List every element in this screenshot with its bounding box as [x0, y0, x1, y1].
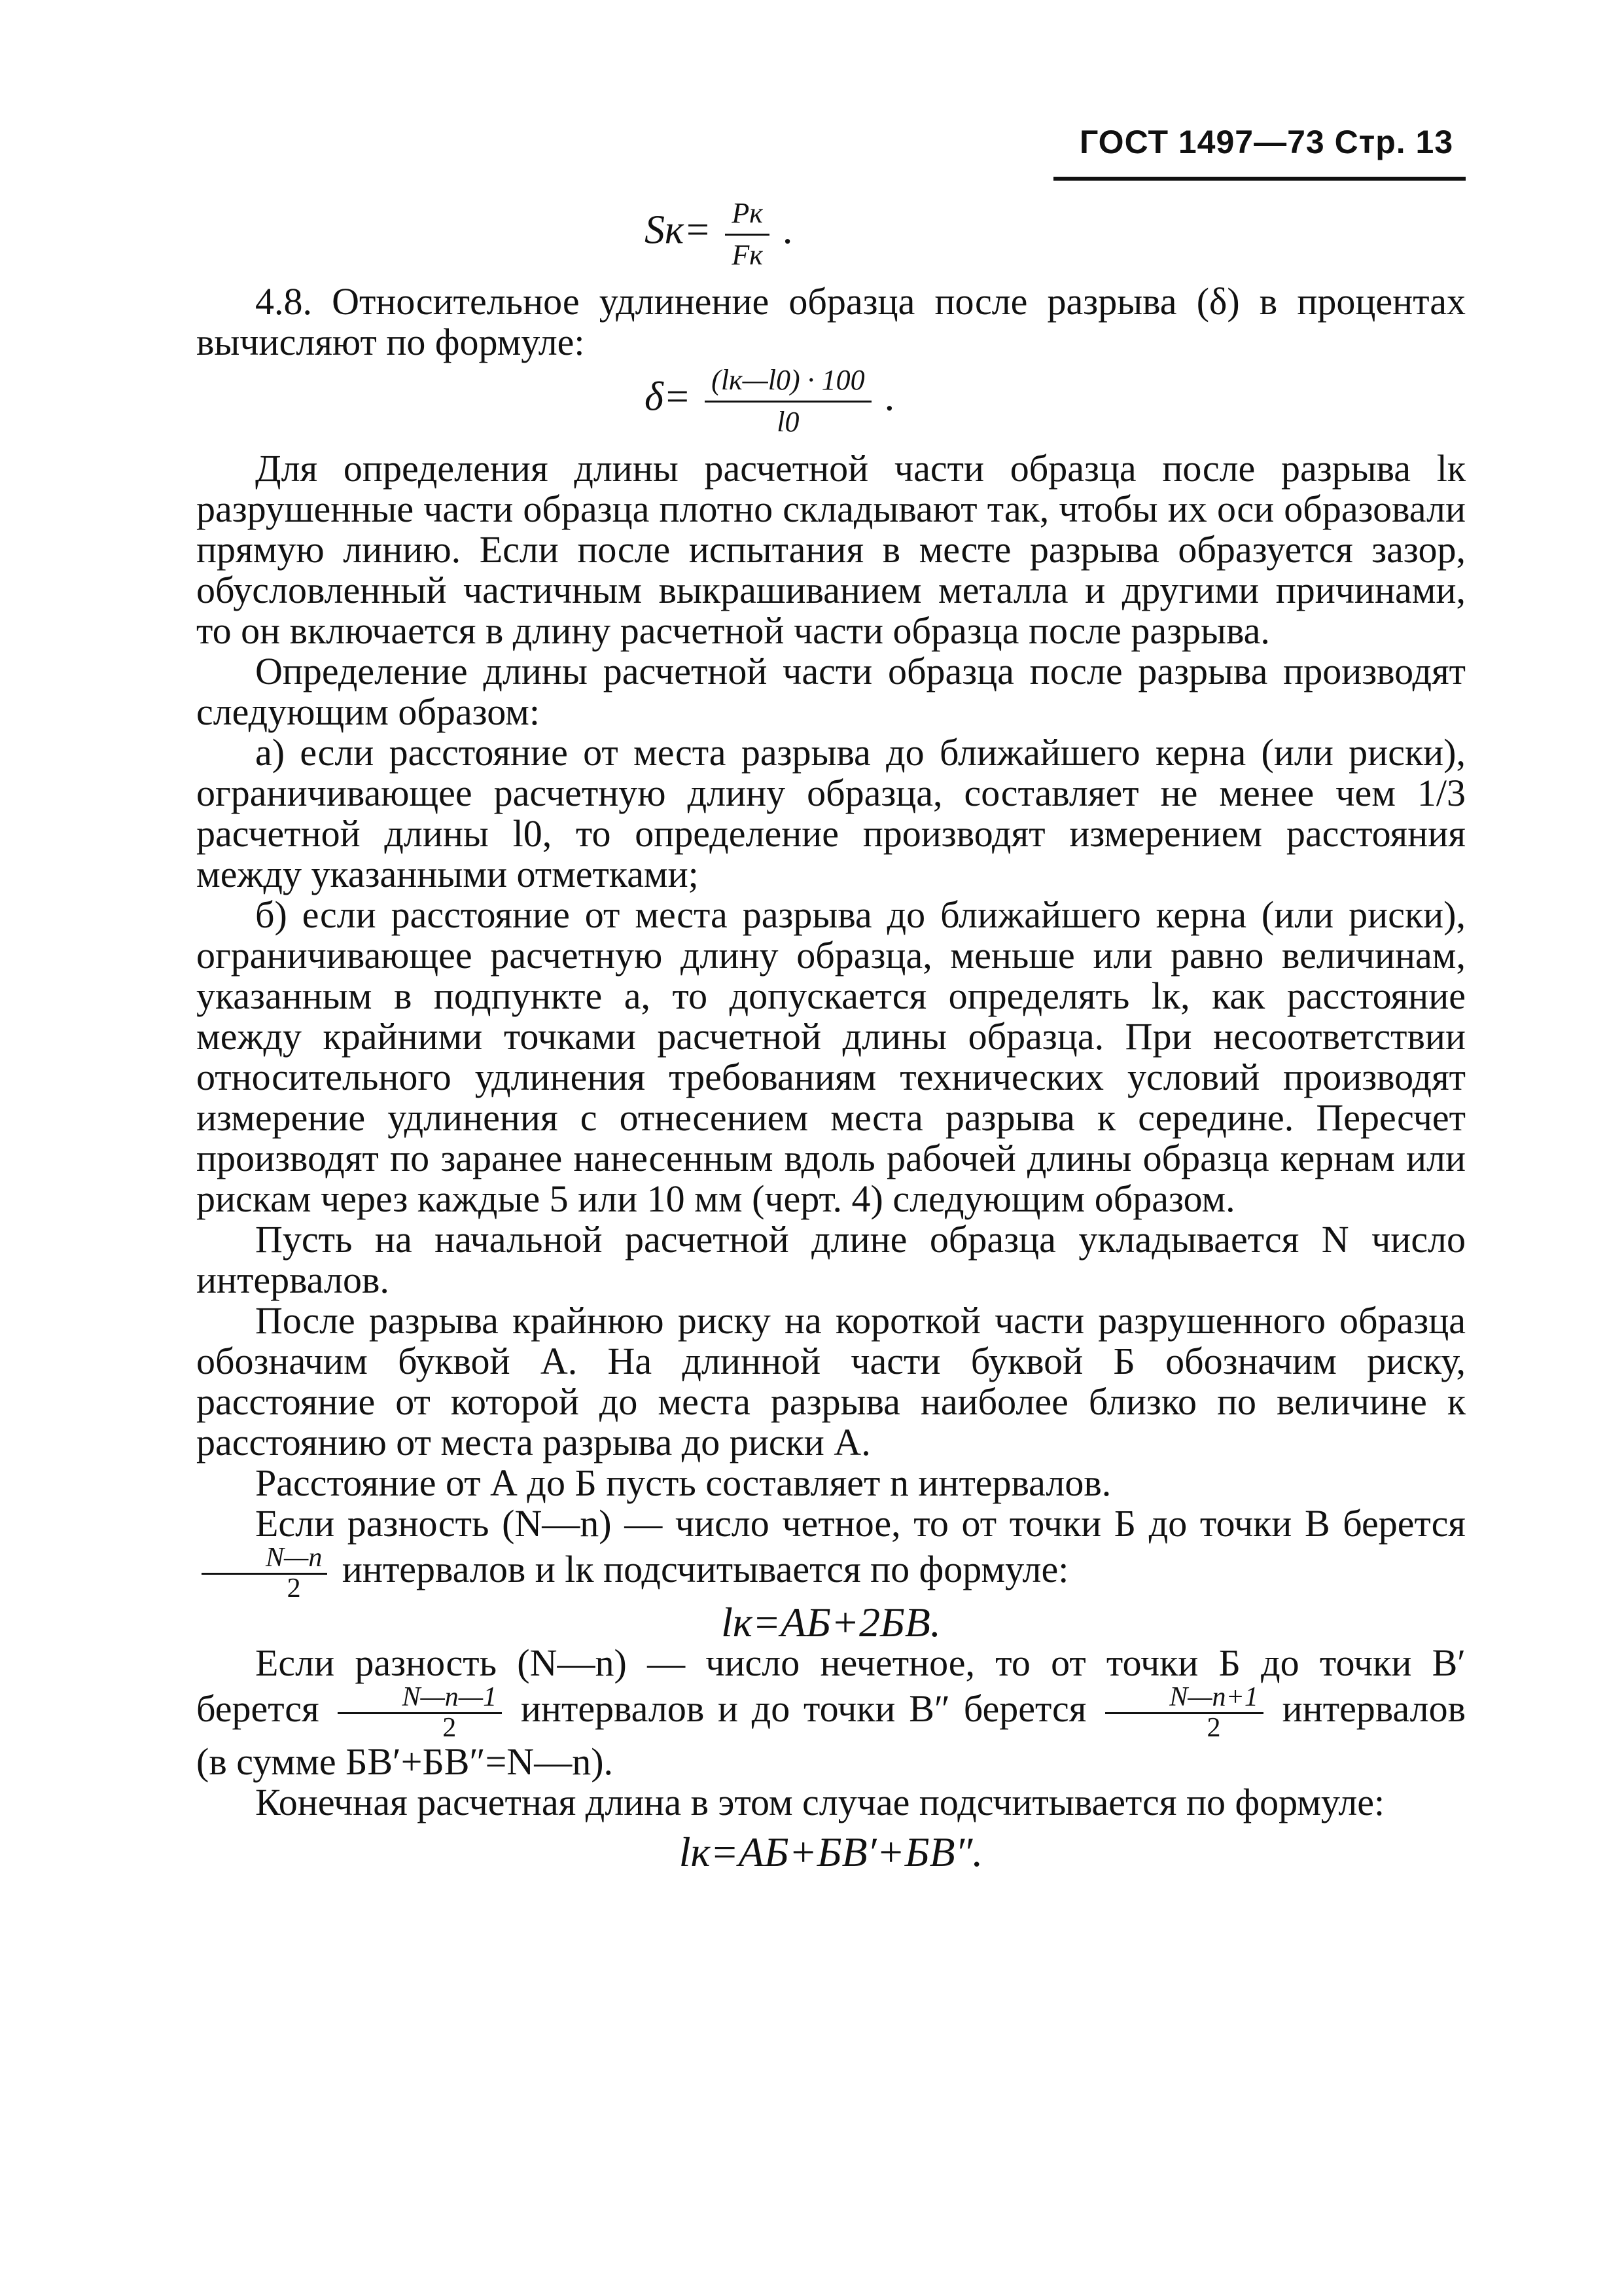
inline-fraction-numerator: N—n: [202, 1544, 327, 1575]
body-text: [196, 448, 1466, 1873]
inline-fraction-n-minus-n-plus-1: [1105, 1683, 1263, 1742]
paragraph-8-text-b: интервалов и lк подсчитывается по формуле:: [342, 1547, 1069, 1590]
formula-sk: [645, 196, 794, 272]
formula-sk-denominator: Fк: [732, 239, 763, 271]
paragraph-2: Для определения длины расчетной части образца после разрыва lк разрушенные части образца плотно складывают так, чтобы их оси образовали прямую линию. Если после испытания в месте разрыва образуется зазор, обусловленный частичным выкрашиванием металла и другими причинами, то он включается в длину расчетной части образца после разрыва.: [196, 447, 1466, 652]
paragraph-4a: а) если расстояние от места разрыва до ближайшего керна (или риски), ограничивающее расчетную длину образца, составляет не менее чем 1/3 расчетной длины l0, то определение производят измерением расстояния между указанными отметками;: [196, 731, 1466, 895]
paragraph-9-text-b: интервалов и до точки В″ берется: [520, 1687, 1087, 1730]
paragraph-1: 4.8. Относительное удлинение образца после разрыва (δ) в процентах вычисляют по формуле:: [196, 280, 1466, 363]
inline-fraction-n-minus-n: [202, 1544, 327, 1602]
formula-sk-lhs: Sк=: [645, 207, 711, 253]
inline-fraction-denominator: 2: [442, 1713, 457, 1743]
formula-lk-even: lк=АБ+2БВ.: [721, 1599, 941, 1645]
formula-delta-tail: .: [885, 374, 896, 420]
formula-delta: [645, 363, 896, 439]
inline-fraction-numerator: N—n—1: [338, 1683, 502, 1714]
paragraph-8: [196, 1503, 1466, 1602]
paragraph-6: После разрыва крайнюю риску на короткой части разрушенного образца обозначим буквой А. На длинной части буквой Б обозначим риску, расстояние от которой до места разрыва наиболее близко по величине к расстоянию от места разрыва до риски А.: [196, 1299, 1466, 1463]
paragraph-5: Пусть на начальной расчетной длине образца укладывается N число интервалов.: [196, 1218, 1466, 1301]
formula-sk-fraction: [725, 196, 769, 272]
formula-sk-numerator: Pк: [725, 196, 769, 236]
paragraph-9: [196, 1643, 1466, 1782]
formula-sk-tail: .: [783, 207, 794, 253]
formula-delta-lhs: δ=: [645, 374, 691, 420]
inline-fraction-numerator: N—n+1: [1105, 1683, 1263, 1714]
paragraph-10: Конечная расчетная длина в этом случае подсчитывается по формуле:: [255, 1781, 1385, 1823]
inline-fraction-n-minus-n-minus-1: [338, 1683, 502, 1742]
inline-fraction-denominator: 2: [1207, 1713, 1221, 1743]
formula-delta-fraction: [705, 363, 871, 439]
paragraph-4b: б) если расстояние от места разрыва до ближайшего керна (или риски), ограничивающее расчетную длину образца, меньше или равно величинам, указанным в подпункте а, то допускается определять lк, как расстояние между крайними точками расчетной длины образца. При несоответствии относительного удлинения требованиям технических условий производят измерение удлинения с отнесением места разрыва к середине. Пересчет производят по заранее нанесенным вдоль рабочей длины образца кернам или рискам через каждые 5 или 10 мм (черт. 4) следующим образом.: [196, 893, 1466, 1220]
header-rule: [1053, 177, 1466, 181]
paragraph-4-8: [196, 281, 1466, 363]
paragraph-3: Определение длины расчетной части образца после разрыва производят следующим образом:: [196, 650, 1466, 733]
page-header: ГОСТ 1497—73 Стр. 13: [1080, 124, 1454, 160]
paragraph-9-text-c: интервалов (в сумме БВ′+БВ″=N—n).: [196, 1687, 1466, 1783]
paragraph-7: Расстояние от А до Б пусть составляет n интервалов.: [255, 1462, 1112, 1504]
paragraph-9-text-a: Если разность (N—n) — число нечетное, то от точки Б до точки В′ берется: [196, 1641, 1466, 1730]
paragraph-8-text-a: Если разность (N—n) — число четное, то от точки Б до точки В берется: [255, 1502, 1466, 1545]
formula-delta-numerator: (lк—l0) · 100: [705, 363, 871, 403]
formula-delta-denominator: l0: [777, 406, 800, 438]
formula-lk-odd: lк=АБ+БВ′+БВ″.: [679, 1829, 983, 1875]
inline-fraction-denominator: 2: [287, 1573, 301, 1604]
